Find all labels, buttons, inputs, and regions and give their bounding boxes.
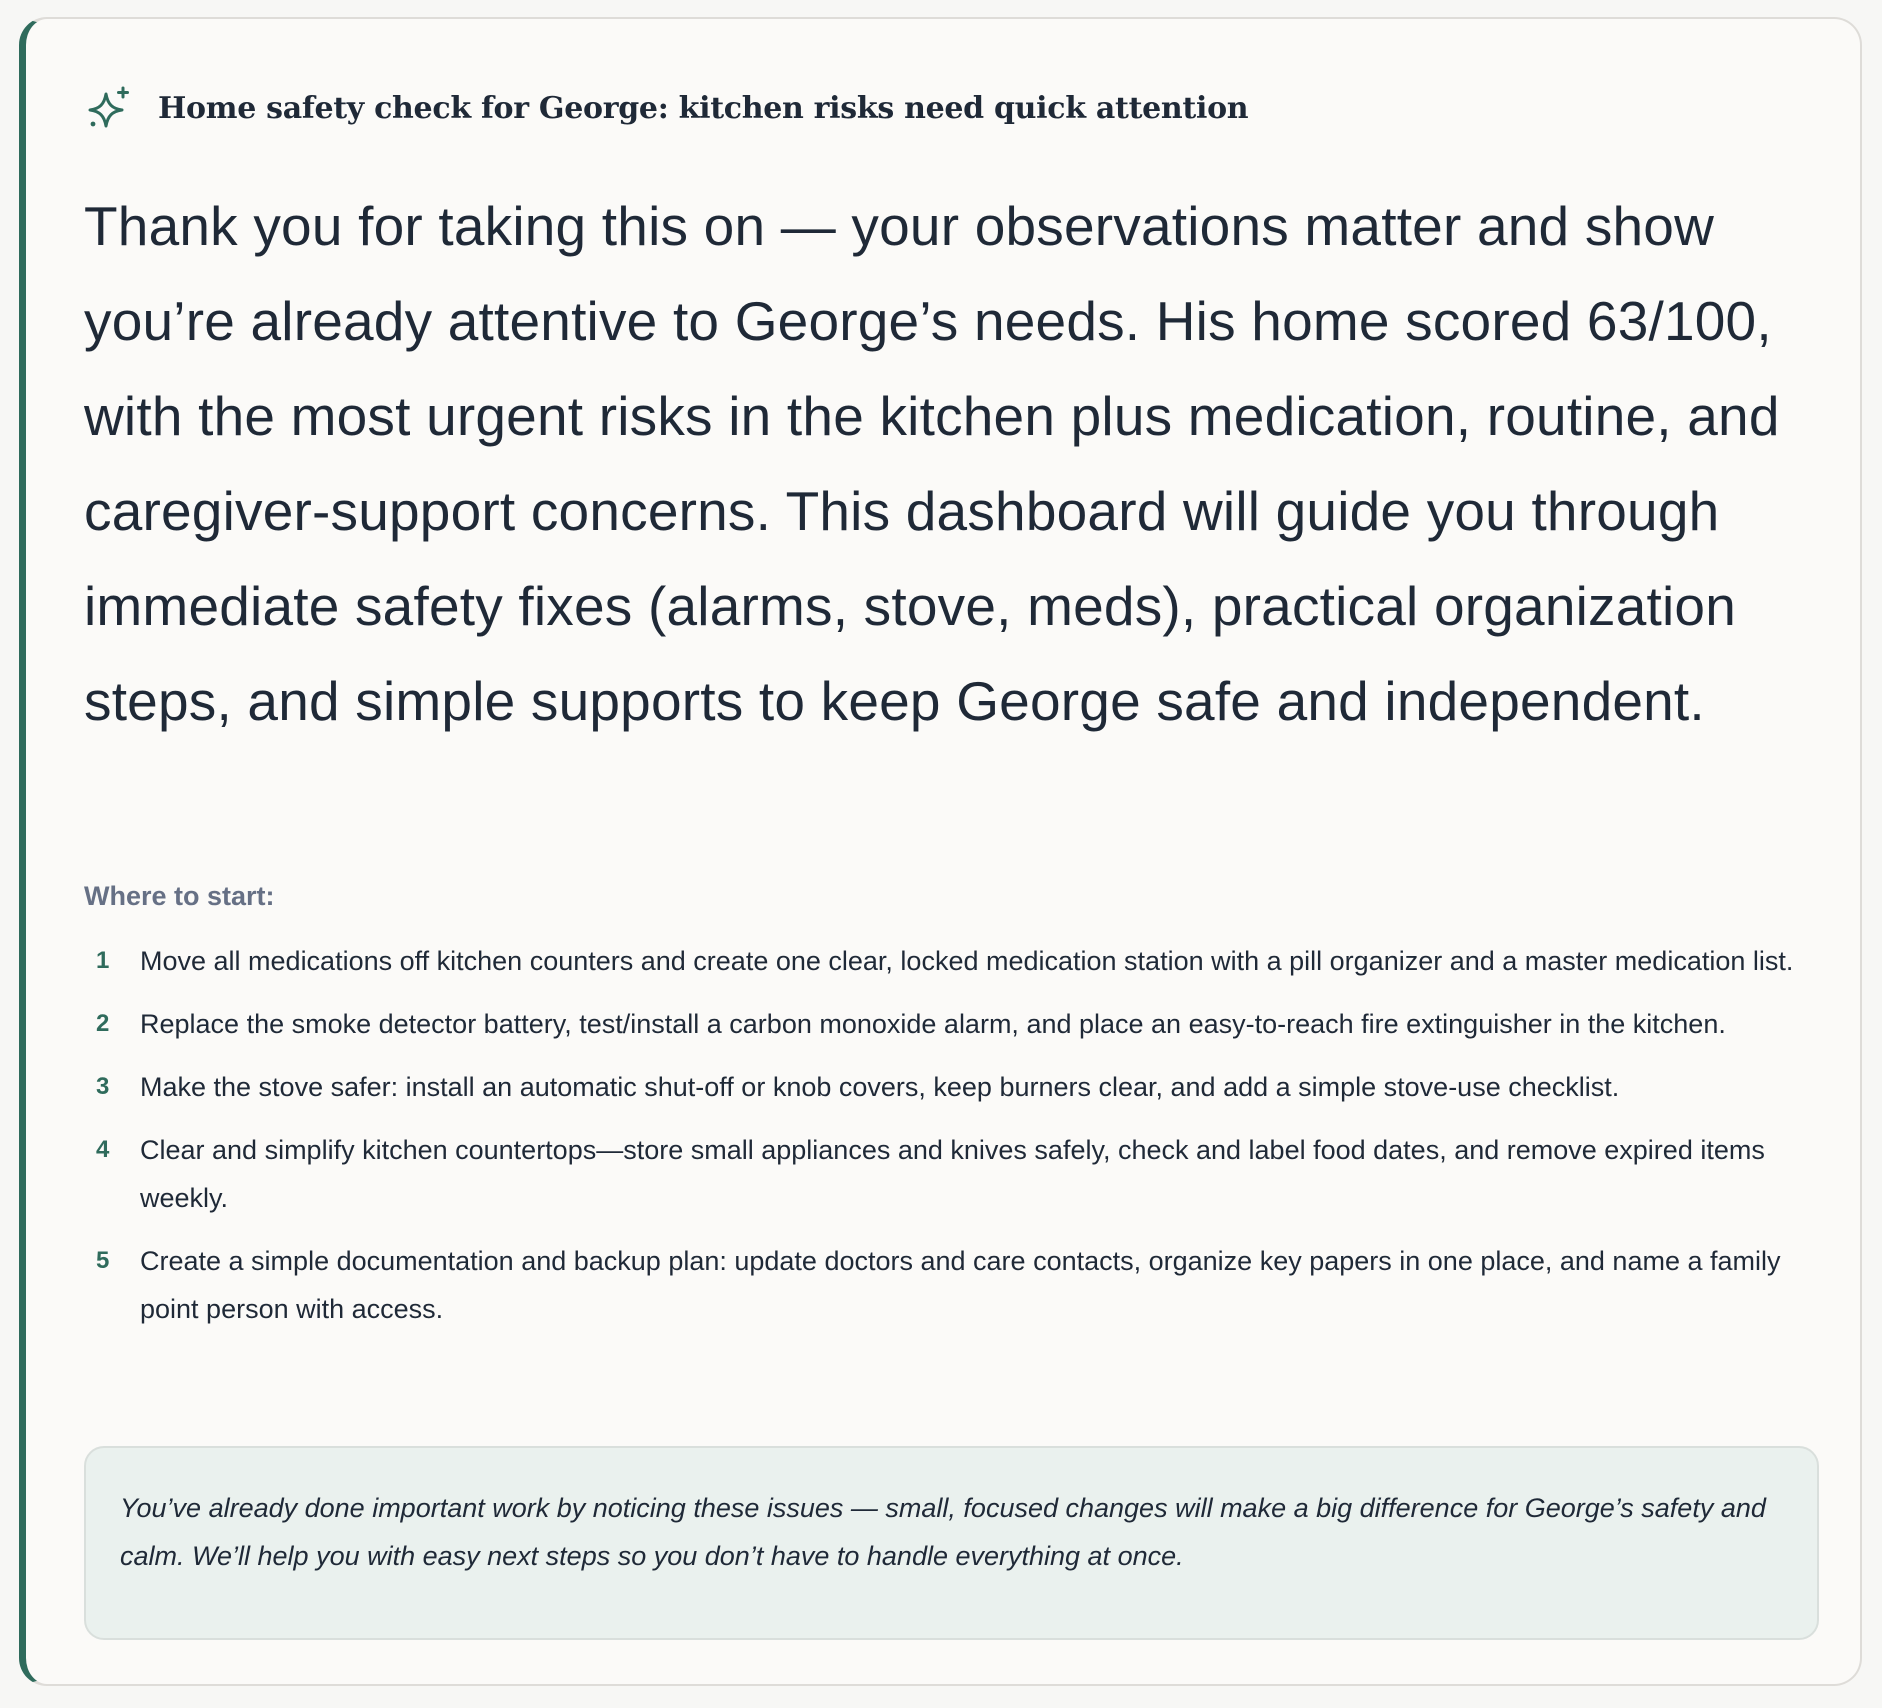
safety-summary-card — [19, 17, 1862, 1686]
step-number: 1 — [96, 947, 110, 974]
card-header — [84, 71, 1248, 146]
step-number: 2 — [96, 1010, 110, 1037]
step-number: 4 — [96, 1136, 110, 1163]
step-text: Clear and simplify kitchen countertops—store small appliances and knives safely, check and label food dates, and remove expired items weekly. — [140, 1135, 1765, 1213]
encouragement-text: You’ve already done important work by noticing these issues — small, focused changes will make a big difference for George’s safety and calm. We’ll help you with easy next steps so you don’t have to handle everything at once. — [120, 1493, 1766, 1571]
card-title: Home safety check for George: kitchen risks need quick attention — [158, 91, 1249, 127]
step-item-1 — [84, 937, 1824, 985]
sparkle-icon — [84, 84, 134, 134]
step-item-2 — [84, 1000, 1824, 1048]
where-to-start-label: Where to start: — [84, 881, 275, 911]
step-item-3 — [84, 1063, 1824, 1111]
step-text: Move all medications off kitchen counters and create one clear, locked medication station with a pill organizer and a master medication list. — [140, 946, 1794, 976]
step-number: 3 — [96, 1073, 110, 1100]
encouragement-note — [84, 1446, 1819, 1640]
step-text: Replace the smoke detector battery, test/install a carbon monoxide alarm, and place an easy-to-reach fire extinguisher in the kitchen. — [140, 1009, 1726, 1039]
step-number: 5 — [96, 1247, 110, 1274]
step-item-4 — [84, 1126, 1824, 1222]
step-item-5 — [84, 1237, 1824, 1333]
step-text: Create a simple documentation and backup plan: update doctors and care contacts, organize key papers in one place, and name a family point person with access. — [140, 1246, 1781, 1324]
steps-list — [84, 937, 1824, 1348]
step-text: Make the stove safer: install an automatic shut-off or knob covers, keep burners clear, and add a simple stove-use checklist. — [140, 1072, 1620, 1102]
intro-paragraph: Thank you for taking this on — your observations matter and show you’re already attentive to George’s needs. His home scored 63/100, with the most urgent risks in the kitchen plus medication, routine, and caregiver-support concerns. This dashboard will guide you through immediate safety fixes (alarms, stove, meds), practical organization steps, and simple supports to keep George safe and independent. — [84, 195, 1780, 732]
